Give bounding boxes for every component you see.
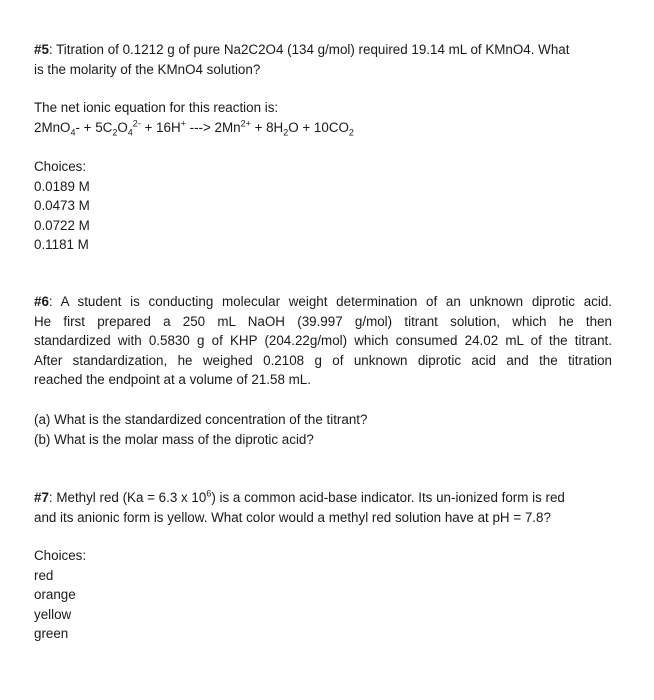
q6-part-b: (b) What is the molar mass of the diprotic acid? <box>34 431 314 447</box>
q7-choice-3: yellow <box>34 606 72 622</box>
q7-text-line-2: and its anionic form is yellow. What color would a methyl red solution have at pH = 7.8? <box>34 509 551 525</box>
q6-part-a: (a) What is the standardized concentration of the titrant? <box>34 412 368 427</box>
q6-number: #6 <box>34 294 49 309</box>
q7-text-line-1: #7: Methyl red (Ka = 6.3 x $10^6$) is a common acid-base indicator. Its un-ionized form is red <box>34 488 565 505</box>
q5-equation-intro: The net ionic equation for this reaction is: <box>34 100 279 115</box>
q7-choice-1: red <box>34 567 54 583</box>
question-6 <box>34 292 612 390</box>
q6-parts <box>34 410 612 449</box>
q5-number: #5 <box>34 42 49 57</box>
q7-number: #7 <box>34 490 49 505</box>
q7-choices <box>34 546 612 644</box>
q5-choice-4: 0.1181 M <box>34 237 89 252</box>
q5-text-line-2: is the molarity of the KMnO4 solution? <box>34 61 261 77</box>
q6-text-line-1: #6: A student is conducting molecular weight determination of an unknown diprotic acid. <box>34 294 612 309</box>
q6-text-line-4: After standardization, he weighed 0.2108 g of unknown diprotic acid and the titration <box>34 352 612 368</box>
q5-text-line-1: #5: Titration of 0.1212 g of pure Na2C2O4 (134 g/mol) required 19.14 mL of KMnO4. What <box>34 42 570 57</box>
q7-choice-4: green <box>34 626 69 641</box>
q7-choice-2: orange <box>34 587 76 602</box>
q6-text-line-3: standardized with 0.5830 g of KHP (204.22g/mol) which consumed 24.02 mL of the titrant. <box>34 333 612 348</box>
q5-choice-2: 0.0473 M <box>34 198 90 213</box>
q6-text-line-2: He first prepared a 250 mL NaOH (39.997 g/mol) titrant solution, which he then <box>34 313 612 329</box>
q5-net-ionic-equation: $2MnO_4- + 5C_2O_4^{2-} + 16H^+$ ---> $2Mn^{2+} + 8H_2O + 10CO_2$ <box>34 118 354 138</box>
question-7 <box>34 488 612 527</box>
q5-equation-section <box>34 98 612 137</box>
q5-choices <box>34 157 612 255</box>
q5-choice-1: 0.0189 M <box>34 178 90 194</box>
q6-text-line-5: reached the endpoint at a volume of 21.58 mL. <box>34 372 311 387</box>
q5-choice-3: 0.0722 M <box>34 217 90 233</box>
question-5 <box>34 40 612 79</box>
q7-choices-label: Choices: <box>34 548 87 563</box>
q5-choices-label: Choices: <box>34 159 87 174</box>
